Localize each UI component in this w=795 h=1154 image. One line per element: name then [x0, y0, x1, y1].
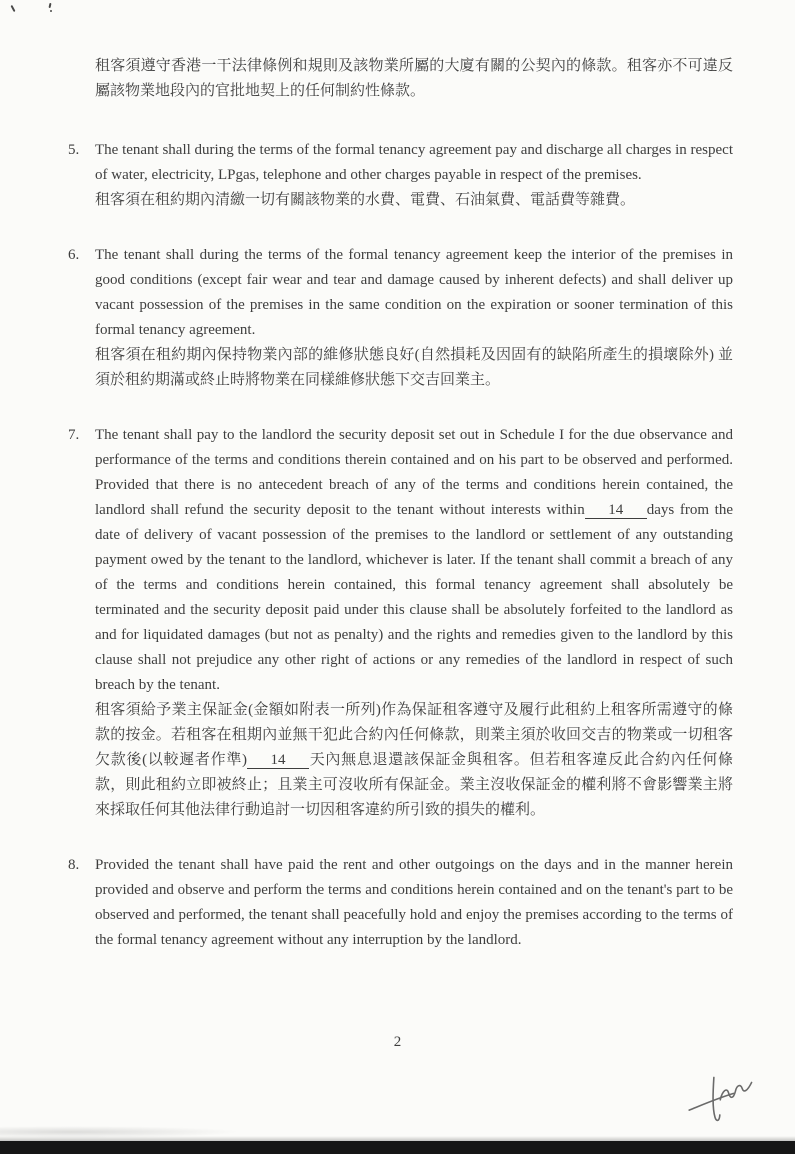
clause-8-text-en: Provided the tenant shall have paid the rent and other outgoings on the days and in the manner herein provided and observe and perform the terms and conditions herein contained and on the tenant's part to be observed and performed, the tenant shall peacefully hold and enjoy the premises according to the terms of the formal tenancy agreement without any interruption by the landlord.	[95, 857, 733, 948]
clause-7-cn-before-blank: 租客須給予業主保証金(金額如附表一所列)作為保証租客遵守及履行此租約上租客所需遵守的條款的按金。若租客在租期內並無干犯此合約內任何條款，則業主須於收回交吉的物業或一切租客欠款後(以較遲者作準)	[95, 702, 733, 768]
signature-initials-icon	[684, 1066, 772, 1128]
page-number: 2	[393, 1034, 402, 1050]
fill-in-days-en-value: 14	[608, 502, 624, 518]
clause-5	[68, 138, 733, 213]
clause-7-en-before-blank: The tenant shall pay to the landlord the security deposit set out in Schedule I for the due observance and performance of the terms and conditions therein contained and on his part to be observed and performed. Provided that there is no antecedent breach of any of the terms and conditions herein contained, the landlord shall refund the security deposit to the tenant without interests within	[95, 427, 733, 518]
clause-7	[68, 423, 733, 823]
clause-7-cn-after-blank: 天內無息退還該保証金與租客。但若租客違反此合約內任何條款，則此租約立即被終止；且業主可沒收所有保証金。業主沒收保証金的權利將不會影響業主將來採取任何其他法律行動追討一切因租客違約所引致的損失的權利。	[95, 752, 733, 818]
clause-number: 7.	[68, 427, 80, 443]
intro-paragraph-cn: 租客須遵守香港一干法律條例和規則及該物業所屬的大廈有關的公契內的條款。租客亦不可違反屬該物業地段內的官批地契上的任何制約性條款。	[95, 58, 733, 99]
scan-speck	[49, 3, 52, 8]
clause-number: 6.	[68, 247, 80, 263]
clause-7-text-cn	[95, 698, 733, 823]
fill-in-days-cn	[247, 753, 309, 769]
scan-speck	[10, 5, 15, 12]
fill-in-days-en	[585, 503, 647, 519]
scan-edge-bar	[0, 1141, 795, 1154]
clause-7-text-en	[95, 423, 733, 698]
document-body	[68, 54, 733, 953]
clause-number: 5.	[68, 142, 80, 158]
clause-5-text-cn: 租客須在租約期內清繳一切有關該物業的水費、電費、石油氣費、電話費等雜費。	[95, 192, 636, 208]
clause-6-text-cn: 租客須在租約期內保持物業內部的維修狀態良好(自然損耗及因固有的缺陷所產生的損壞除外) 並須於租約期滿或終止時將物業在同樣維修狀態下交吉回業主。	[95, 347, 733, 388]
clause-5-text-en: The tenant shall during the terms of the formal tenancy agreement pay and discharge all charges in respect of water, electricity, LPgas, telephone and other charges payable in respect of the premises.	[95, 142, 733, 183]
scan-speck	[50, 10, 52, 12]
clause-7-en-after-blank: days from the date of delivery of vacant possession of the premises to the landlord or settlement of any outstanding payment owed by the tenant to the landlord, whichever is later. If the tenant shall commit a breach of any of the terms and conditions herein contained, this formal tenancy agreement shall absolutely be terminated and the security deposit paid under this clause shall be absolutely forfeited to the landlord as and for liquidated damages (but not as penalty) and the rights and remedies given to the landlord by this clause shall not prejudice any other right of actions or any remedies of the landlord in respect of such breach by the tenant.	[95, 502, 734, 693]
clause-6	[68, 243, 733, 393]
fill-in-days-cn-value: 14	[270, 752, 286, 768]
clause-6-text-en: The tenant shall during the terms of the formal tenancy agreement keep the interior of the premises in good conditions (except fair wear and tear and damage caused by inherent defects) and shall deliver up vacant possession of the premises in the same condition on the expiration or sooner termination of this formal tenancy agreement.	[95, 247, 733, 338]
clause-8	[68, 853, 733, 953]
clause-number: 8.	[68, 857, 80, 873]
